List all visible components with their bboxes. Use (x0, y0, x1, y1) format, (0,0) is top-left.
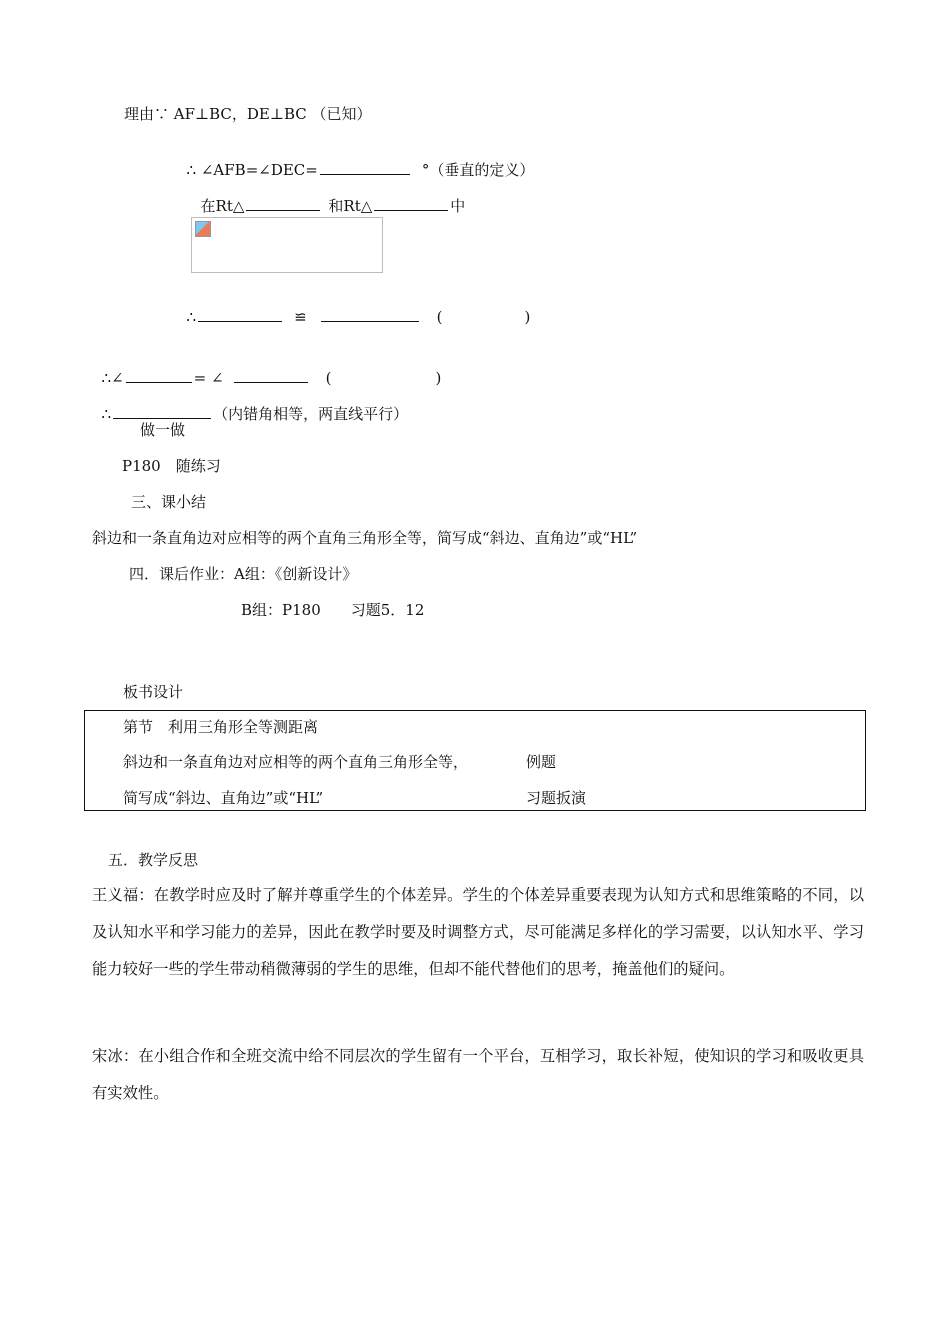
board-row-1: 第节 利用三角形全等测距离 (123, 718, 319, 736)
angle-blank-1[interactable] (126, 368, 192, 383)
angle-equal-line (92, 348, 441, 388)
parallel-line (92, 384, 408, 424)
angle-paren-open: ( (325, 369, 332, 387)
congruent-paren-open: ( (436, 308, 443, 326)
right-angle-suffix: °（垂直的定义） (421, 161, 535, 179)
angle-prefix: ∴∠ (101, 369, 124, 387)
congruent-symbol: ≌ (294, 308, 307, 326)
practice-title: 做一做 (140, 421, 186, 439)
reason-line: 理由∵ AF⊥BC，DE⊥BC （已知） (124, 105, 372, 123)
right-angle-line (177, 140, 534, 180)
board-heading: 板书设计 (123, 683, 184, 701)
in-rt-suffix: 中 (450, 197, 466, 215)
congruent-paren-close: ) (524, 308, 531, 326)
board-design-box (84, 710, 866, 811)
in-rt-prefix: 在Rt△ (200, 197, 245, 215)
broken-image-placeholder (191, 217, 383, 273)
triangle-2-blank[interactable] (374, 196, 448, 211)
homework-a: 四．课后作业：A组：《创新设计》 (129, 565, 358, 583)
practice-p180: P180 随练习 (122, 457, 221, 475)
parallel-suffix: （内错角相等，两直线平行） (213, 405, 409, 423)
right-angle-blank[interactable] (320, 160, 410, 175)
congruent-prefix: ∴ (186, 308, 197, 326)
homework-b: B组：P180 习题5．12 (241, 601, 425, 619)
in-rt-line (191, 176, 465, 216)
reflection-heading: 五．教学反思 (108, 851, 199, 869)
parallel-prefix: ∴ (101, 405, 112, 423)
summary-text: 斜边和一条直角边对应相等的两个直角三角形全等，简写成“斜边、直角边”或“HL” (92, 529, 638, 547)
right-angle-prefix: ∴ ∠AFB=∠DEC= (186, 161, 318, 179)
board-row-3-right: 习题扳演 (526, 789, 587, 807)
board-row-3-left: 简写成“斜边、直角边”或“HL” (123, 789, 324, 807)
angle-blank-2[interactable] (234, 368, 308, 383)
congruent-line (177, 287, 530, 327)
board-row-2-right: 例题 (526, 753, 557, 771)
in-rt-and: 和Rt△ (328, 197, 373, 215)
triangle-1-blank[interactable] (246, 196, 320, 211)
broken-image-icon (195, 221, 211, 237)
congruent-blank-2[interactable] (321, 307, 419, 322)
angle-eq: = ∠ (193, 369, 224, 387)
summary-heading: 三、课小结 (131, 493, 207, 511)
reflection-wang: 王义福：在教学时应及时了解并尊重学生的个体差异。学生的个体差异重要表现为认知方式和思维策略的不同，以及认知水平和学习能力的差异，因此在教学时要及时调整方式，尽可能满足多样化的学习需要，以认知水平、学习能力较好一些的学生带动稍微薄弱的学生的思维，但却不能代替他们的思考，掩盖他们的疑问。 (92, 886, 864, 978)
reflection-song: 宋冰：在小组合作和全班交流中给不同层次的学生留有一个平台，互相学习，取长补短，使知识的学习和吸收更具有实效性。 (92, 1047, 864, 1102)
parallel-blank[interactable] (113, 404, 211, 419)
board-row-2-left: 斜边和一条直角边对应相等的两个直角三角形全等， (123, 753, 469, 771)
angle-paren-close: ) (435, 369, 442, 387)
congruent-blank-1[interactable] (198, 307, 282, 322)
